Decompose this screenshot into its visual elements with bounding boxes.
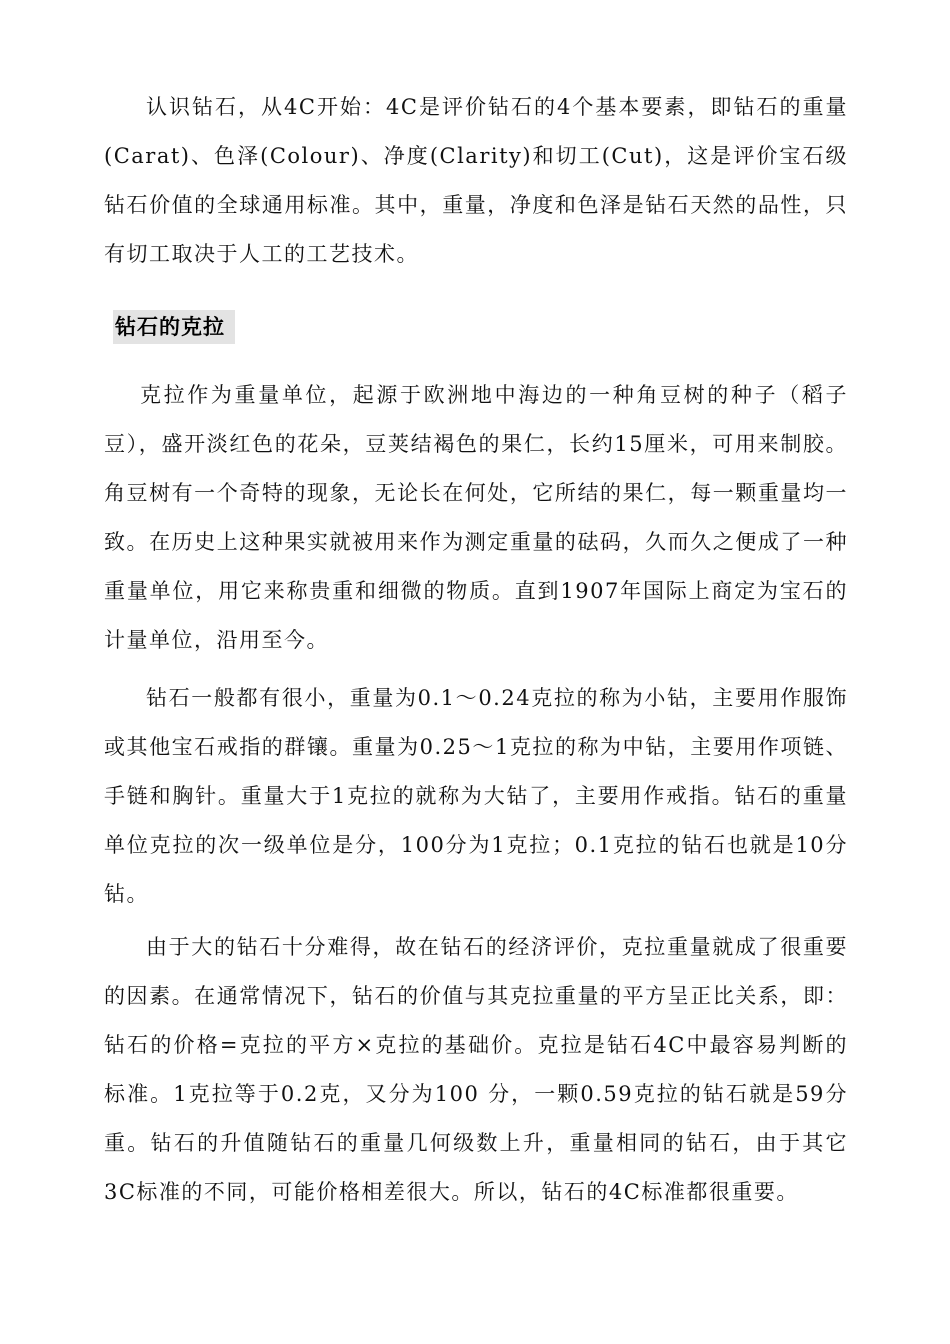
body-paragraph-carat-origin: 克拉作为重量单位，起源于欧洲地中海边的一种角豆树的种子（稻子豆），盛开淡红色的花朵，豆荚结褐色的果仁，长约15厘米，可用来制胶。角豆树有一个奇特的现象，无论长在何处，它所结的果仁，每一颗重量均一致。在历史上这种果实就被用来作为测定重量的砝码，久而久之便成了一种重量单位，用它来称贵重和细微的物质。直到1907年国际上商定为宝石的计量单位，沿用至今。 xyxy=(104,383,848,652)
body-paragraph-carat-sizes: 钻石一般都有很小，重量为0.1～0.24克拉的称为小钻，主要用作服饰或其他宝石戒指的群镶。重量为0.25～1克拉的称为中钻，主要用作项链、手链和胸针。重量大于1克拉的就称为大钻了，主要用作戒指。钻石的重量单位克拉的次一级单位是分，100分为1克拉；0.1克拉的钻石也就是10分钻。 xyxy=(104,686,848,906)
body-paragraph-carat-value: 由于大的钻石十分难得，故在钻石的经济评价，克拉重量就成了很重要的因素。在通常情况下，钻石的价值与其克拉重量的平方呈正比关系，即：钻石的价格=克拉的平方×克拉的基础价。克拉是钻石4C中最容易判断的标准。1克拉等于0.2克，又分为100 分，一颗0.59克拉的钻石就是59分重。钻石的升值随钻石的重量几何级数上升，重量相同的钻石，由于其它3C标准的不同，可能价格相差很大。所以，钻石的4C标准都很重要。 xyxy=(104,935,848,1204)
section-heading: 钻石的克拉 xyxy=(113,310,235,344)
intro-paragraph: 认识钻石，从4C开始：4C是评价钻石的4个基本要素，即钻石的重量(Carat)、色泽(Colour)、净度(Clarity)和切工(Cut)，这是评价宝石级钻石价值的全球通用标准。其中，重量，净度和色泽是钻石天然的品性，只有切工取决于人工的工艺技术。 xyxy=(104,95,848,266)
